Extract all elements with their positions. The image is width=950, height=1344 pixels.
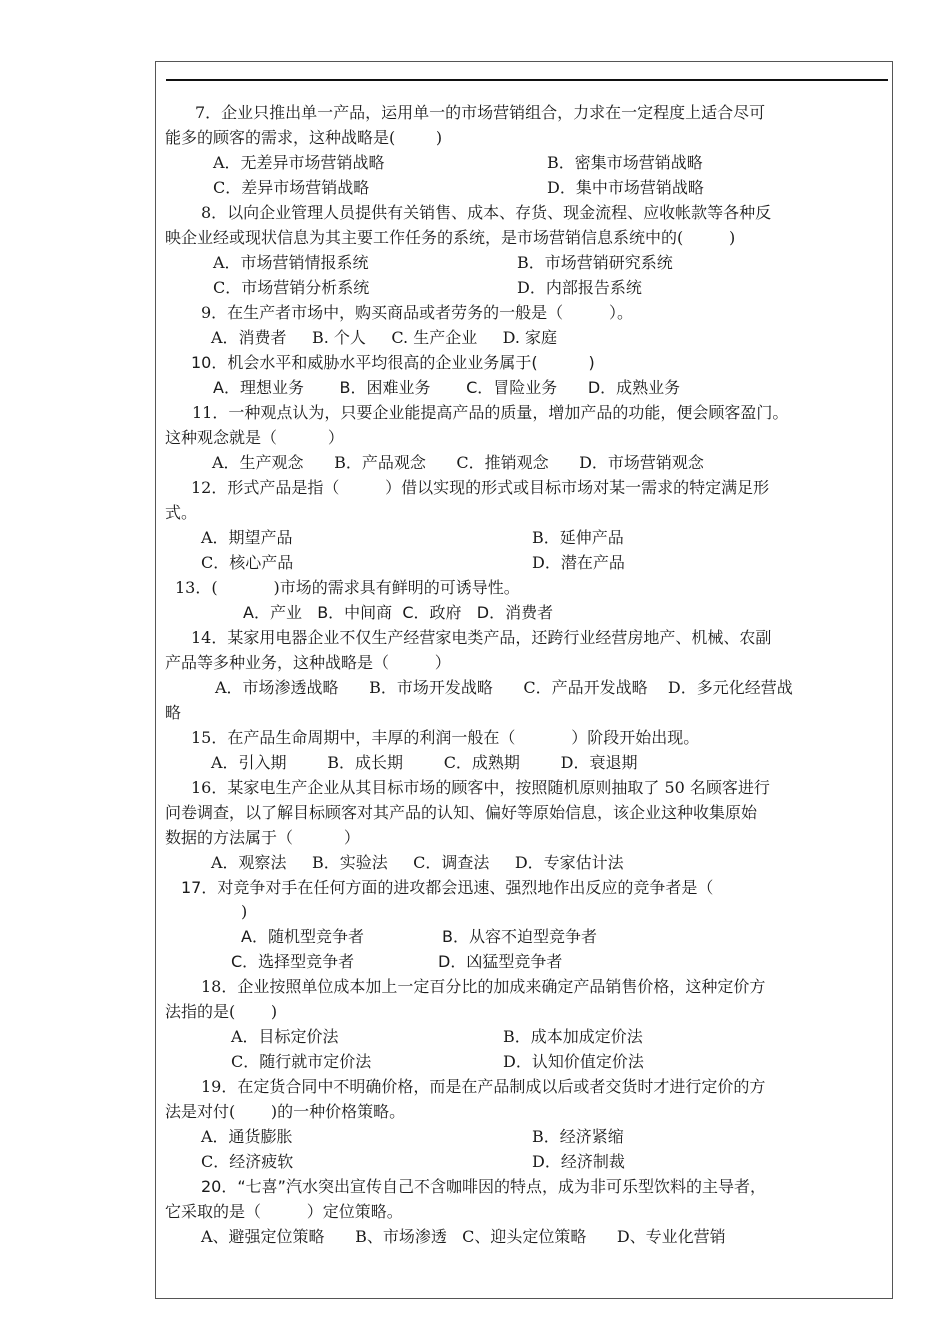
q8-stem-line1: 8．以向企业管理人员提供有关销售、成本、存货、现金流程、应收帐款等各种反 [201,203,772,222]
q16-stem-line3: 数据的方法属于（ ） [165,828,360,847]
q16-stem-line2: 问卷调查，以了解目标顾客对其产品的认知、偏好等原始信息，该企业这种收集原始 [165,803,758,822]
q7-option-d: D．集中市场营销战略 [547,178,704,197]
q19-stem-line1: 19．在定货合同中不明确价格，而是在产品制成以后或者交货时才进行定价的方 [201,1077,766,1096]
q9-options: A．消费者 B. 个人 C. 生产企业 D. 家庭 [211,328,558,347]
q19-stem-line2: 法是对付( )的一种价格策略。 [165,1102,406,1121]
q11-stem-line2: 这种观念就是（ ） [165,428,344,447]
q10-options: A．理想业务 B．困难业务 C．冒险业务 D．成熟业务 [213,378,681,397]
q19-option-a: A．通货膨胀 [201,1127,293,1146]
q18-stem-line2: 法指的是( ) [165,1002,278,1021]
q17-option-a: A．随机型竞争者 [241,927,364,946]
q17-option-d: D．凶猛型竞争者 [438,952,563,971]
q12-option-a: A．期望产品 [201,528,293,547]
q20-options: A、避强定位策略 B、市场渗透 C、迎头定位策略 D、专业化营销 [201,1227,726,1246]
q14-options-wrap: 略 [165,703,182,722]
q19-option-d: D．经济制裁 [532,1152,625,1171]
q18-option-c: C．随行就市定价法 [231,1052,372,1071]
q7-option-a: A．无差异市场营销战略 [213,153,385,172]
q16-stem-line1: 16．某家电生产企业从其目标市场的顾客中，按照随机原则抽取了 50 名顾客进行 [191,778,770,797]
q20-stem-line2: 它采取的是（ ）定位策略。 [165,1202,403,1221]
q11-options: A．生产观念 B．产品观念 C．推销观念 D．市场营销观念 [212,453,704,472]
q14-stem-line2: 产品等多种业务，这种战略是（ ） [165,653,451,672]
q13-options: A．产业 B．中间商 C．政府 D．消费者 [243,603,554,622]
q8-option-c: C．市场营销分析系统 [213,278,370,297]
q17-option-b: B．从容不迫型竞争者 [442,927,597,946]
q16-options: A．观察法 B．实验法 C．调查法 D．专家估计法 [211,853,624,872]
q17-stem-line1: 17．对竞争对手在任何方面的进攻都会迅速、强烈地作出反应的竞争者是（ [181,878,714,897]
q7-stem-line2: 能多的顾客的需求，这种战略是( ) [165,128,443,147]
q18-option-d: D．认知价值定价法 [503,1052,644,1071]
q7-stem-line1: 7．企业只推出单一产品，运用单一的市场营销组合，力求在一定程度上适合尽可 [195,103,766,122]
header-rule [166,79,888,81]
q19-option-b: B．经济紧缩 [532,1127,624,1146]
q17-stem-line2: ) [241,902,248,921]
q9-stem: 9．在生产者市场中，购买商品或者劳务的一般是（ ）。 [201,303,633,322]
q12-option-b: B．延伸产品 [532,528,624,547]
q12-option-d: D．潜在产品 [532,553,625,572]
q11-stem-line1: 11．一种观点认为，只要企业能提高产品的质量，增加产品的功能，便会顾客盈门。 [192,403,789,422]
q14-options: A．市场渗透战略 B．市场开发战略 C．产品开发战略 D．多元化经营战 [215,678,793,697]
q12-option-c: C．核心产品 [201,553,294,572]
q18-option-b: B．成本加成定价法 [503,1027,643,1046]
q18-stem-line1: 18．企业按照单位成本加上一定百分比的加成来确定产品销售价格，这种定价方 [201,977,766,996]
q15-options: A．引入期 B．成长期 C．成熟期 D．衰退期 [211,753,638,772]
q7-option-b: B．密集市场营销战略 [547,153,703,172]
q12-stem-line1: 12．形式产品是指（ ）借以实现的形式或目标市场对某一需求的特定满足形 [191,478,770,497]
q10-stem: 10．机会水平和威胁水平均很高的企业业务属于( ) [191,353,595,372]
q8-option-d: D．内部报告系统 [517,278,642,297]
q7-option-c: C．差异市场营销战略 [213,178,370,197]
q14-stem-line1: 14．某家用电器企业不仅生产经营家电类产品，还跨行业经营房地产、机械、农副 [191,628,772,647]
q18-option-a: A．目标定价法 [231,1027,339,1046]
q15-stem: 15．在产品生命周期中，丰厚的利润一般在（ ）阶段开始出现。 [191,728,700,747]
q19-option-c: C．经济疲软 [201,1152,294,1171]
q20-stem-line1: 20．“七喜”汽水突出宣传自己不含咖啡因的特点，成为非可乐型饮料的主导者， [201,1177,766,1196]
q8-option-b: B．市场营销研究系统 [517,253,673,272]
q8-stem-line2: 映企业经或现状信息为其主要工作任务的系统，是市场营销信息系统中的( ) [165,228,736,247]
q13-stem: 13．( )市场的需求具有鲜明的可诱导性。 [175,578,520,597]
q8-option-a: A．市场营销情报系统 [213,253,369,272]
q12-stem-line2: 式。 [165,503,198,522]
q17-option-c: C．选择型竞争者 [231,952,355,971]
